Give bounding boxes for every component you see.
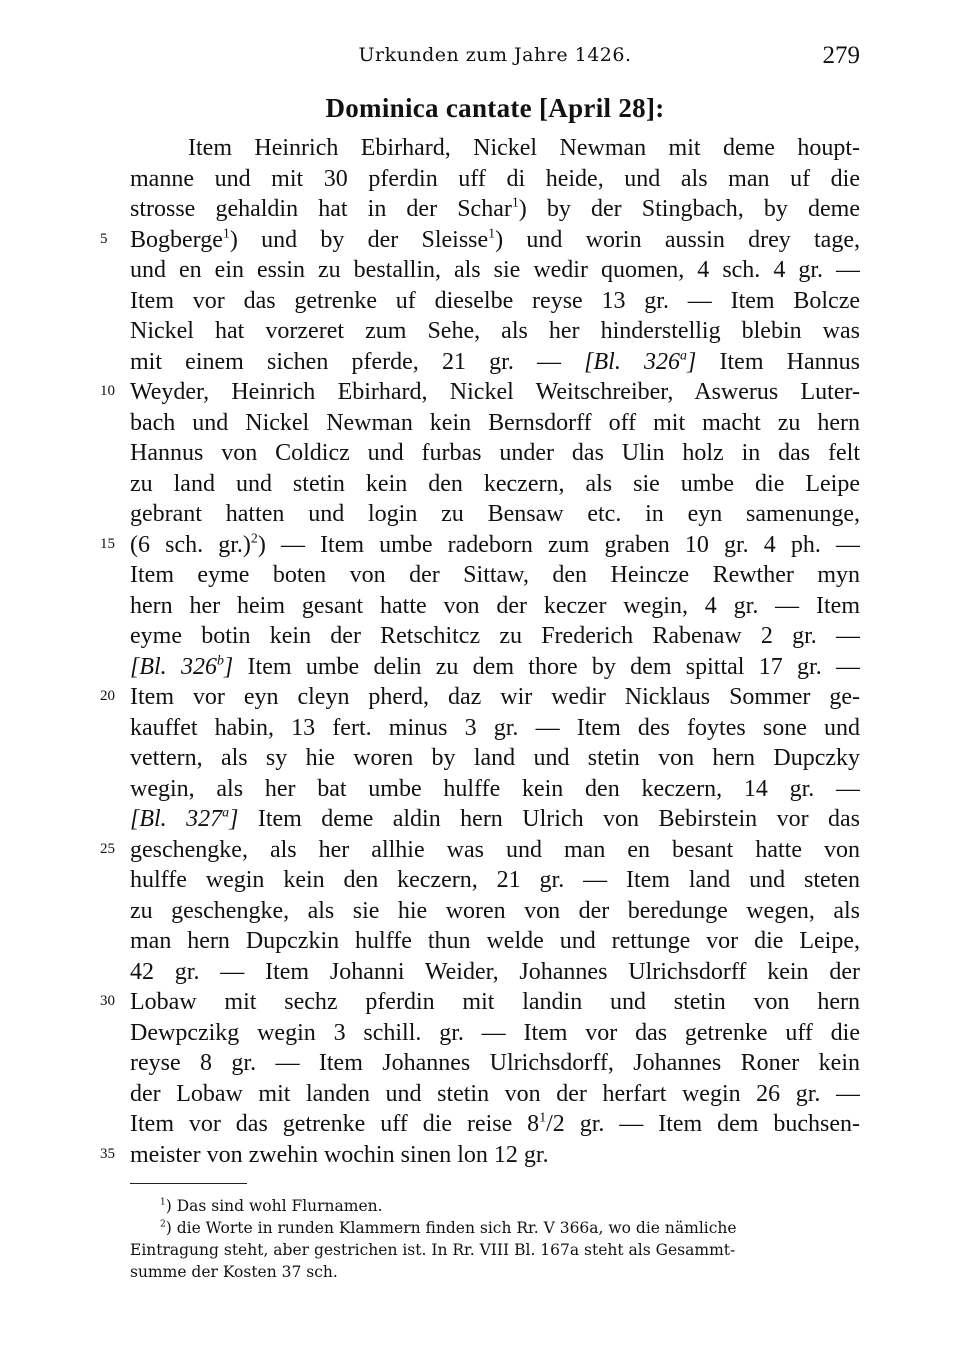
text-run: ) — Item umbe radeborn zum graben 10 gr. 4 ph. — [257,531,860,558]
text-line [130,743,860,774]
footnote-marker: 2 [250,530,258,546]
folio-reference: [Bl. 327 [130,806,223,832]
text-line [130,1018,860,1049]
footnote-marker: 2 [160,1219,166,1230]
text-run: zu land und stetin kein den keczern, als sie umbe die Leipe [130,470,860,497]
text-line [130,286,860,317]
text-run: Lobaw mit sechz pferdin mit landin und stetin von hern [130,989,860,1015]
text-run: /2 gr. — Item dem buchsen- [546,1111,860,1137]
folio-reference: [Bl. 326 [130,653,217,680]
text-line [130,438,860,469]
folio-reference: ] [223,653,234,680]
line-number: 35 [100,1145,115,1162]
text-run: ) die Worte in runden Klammern finden sich Rr. V 366a, wo die nämliche [165,1219,737,1237]
text-line [130,194,860,225]
folio-reference: ] [686,348,697,375]
text-run: hulffe wegin kein den keczern, 21 gr. — Item land und steten [130,867,860,893]
text-run: mit einem sichen pferde, 21 gr. — [130,348,585,375]
text-line [130,926,860,957]
line-number: 5 [100,230,108,247]
text-run: meister von zwehin wochin sinen lon 12 gr. [130,1141,549,1168]
text-line [130,987,860,1018]
text-line [130,1140,860,1171]
text-line [130,621,860,652]
footnote-marker: a [680,347,687,363]
text-line [130,133,860,164]
text-run: ) Das sind wohl Flurnamen. [165,1197,383,1215]
text-run: Item Heinrich Ebirhard, Nickel Newman mit deme houpt- [188,135,860,161]
text-run: 42 gr. — Item Johanni Weider, Johannes Ulrichsdorff kein der [130,958,860,985]
text-line [130,774,860,805]
text-line [130,804,860,835]
text-line [130,1079,860,1110]
text-run: Bogberge [130,226,223,253]
running-title: Urkunden zum Jahre 1426. [358,44,632,66]
text-line [130,377,860,408]
text-run: Item deme aldin hern Ulrich von Bebirstein vor das [238,806,860,832]
footnote-marker: 1 [539,1110,547,1126]
line-number: 15 [100,535,115,552]
text-run: ) und by der Sleisse [229,226,489,253]
text-run: reyse 8 gr. — Item Johannes Ulrichsdorff, Johannes Roner kein [130,1050,860,1076]
line-number: 20 [100,688,115,704]
text-run: summe der Kosten 37 sch. [130,1263,338,1281]
text-line [130,896,860,927]
text-line [130,225,860,256]
text-line [130,560,860,591]
line-number: 25 [100,840,115,857]
text-run: Item vor das getrenke uf dieselbe reyse 13 gr. — Item Bolcze [130,287,860,314]
text-line [130,316,860,347]
page-number: 279 [822,42,860,69]
footnote-marker: 1 [511,195,519,211]
text-line [130,347,860,378]
section-title: Dominica cantate [April 28]: [325,93,665,123]
line-number: 10 [100,383,115,399]
text-run: Item vor eyn cleyn pherd, daz wir wedir Nicklaus Sommer ge- [130,684,860,710]
footnote-marker: a [222,805,230,821]
text-line [130,865,860,896]
footnote-rule [130,1183,247,1184]
running-head [130,40,860,80]
text-line [130,652,860,683]
text-run: und en ein essin zu bestallin, als sie wedir quomen, 4 sch. 4 gr. — [130,257,860,283]
footnote-marker: 1 [222,225,230,241]
text-run: Item vor das getrenke uff die reise 8 [130,1111,540,1137]
text-run: Weyder, Heinrich Ebirhard, Nickel Weitschreiber, Aswerus Luter- [130,379,860,405]
footnote-marker: 1 [160,1197,166,1208]
line-number: 30 [100,993,115,1009]
footnote-line [130,1239,865,1261]
text-line [130,835,860,866]
text-run: manne und mit 30 pferdin uff di heide, und als man uf die [130,165,860,192]
text-run: vettern, als sy hie woren by land und stetin von hern Dupczky [130,745,860,771]
footnote-line [130,1195,865,1217]
text-run: eyme botin kein der Retschitcz zu Frederich Rabenaw 2 gr. — [130,623,860,649]
text-run: wegin, als her bat umbe hulffe kein den keczern, 14 gr. — [130,775,860,802]
text-run: geschengke, als her allhie was und man en besant hatte von [130,836,860,863]
text-run: strosse gehaldin hat in der Schar [130,196,512,222]
text-run: Item eyme boten von der Sittaw, den Heincze Rewther myn [130,562,860,588]
text-run: ) by der Stingbach, by deme [518,196,860,222]
footnote-line [130,1217,865,1239]
text-run: Nickel hat vorzeret zum Sehe, als her hinderstellig blebin was [130,318,860,344]
text-line [130,1109,860,1140]
footnote-line [130,1261,865,1283]
footnote-marker: 1 [488,225,496,241]
text-run: kauffet habin, 13 fert. minus 3 gr. — Item des foytes sone und [130,714,860,741]
text-run: Item umbe delin zu dem thore by dem spittal 17 gr. — [233,653,860,680]
body-text [130,133,860,1170]
folio-reference: [Bl. 326 [584,348,681,375]
text-run: der Lobaw mit landen und stetin von der herfart wegin 26 gr. — [130,1080,860,1107]
footnotes [130,1195,865,1283]
text-run: Eintragung steht, aber gestrichen ist. In Rr. VIII Bl. 167a steht als Gesammt- [130,1241,736,1259]
text-run: bach und Nickel Newman kein Bernsdorff off mit macht zu hern [130,409,860,436]
text-run: hern her heim gesant hatte von der keczer wegin, 4 gr. — Item [130,592,860,619]
text-line [130,408,860,439]
text-run: gebrant hatten und login zu Bensaw etc. in eyn samenunge, [130,501,860,527]
text-line [130,499,860,530]
text-run: man hern Dupczkin hulffe thun welde und rettunge vor die Leipe, [130,928,860,954]
text-line [130,530,860,561]
text-run: zu geschengke, als sie hie woren von der beredunge wegen, als [130,897,860,924]
text-line [130,164,860,195]
text-line [130,957,860,988]
text-run: Hannus von Coldicz und furbas under das Ulin holz in das felt [130,440,860,466]
text-run: Item Hannus [696,348,860,375]
text-run: ) und worin aussin drey tage, [495,226,860,253]
folio-reference: ] [229,806,239,832]
text-line [130,591,860,622]
text-line [130,682,860,713]
text-line [130,1048,860,1079]
footnote-marker: b [216,652,224,668]
text-run: (6 sch. gr.) [130,531,251,558]
text-run: Dewpczikg wegin 3 schill. gr. — Item vor das getrenke uff die [130,1019,860,1046]
text-line [130,713,860,744]
text-line [130,255,860,286]
text-line [130,469,860,500]
